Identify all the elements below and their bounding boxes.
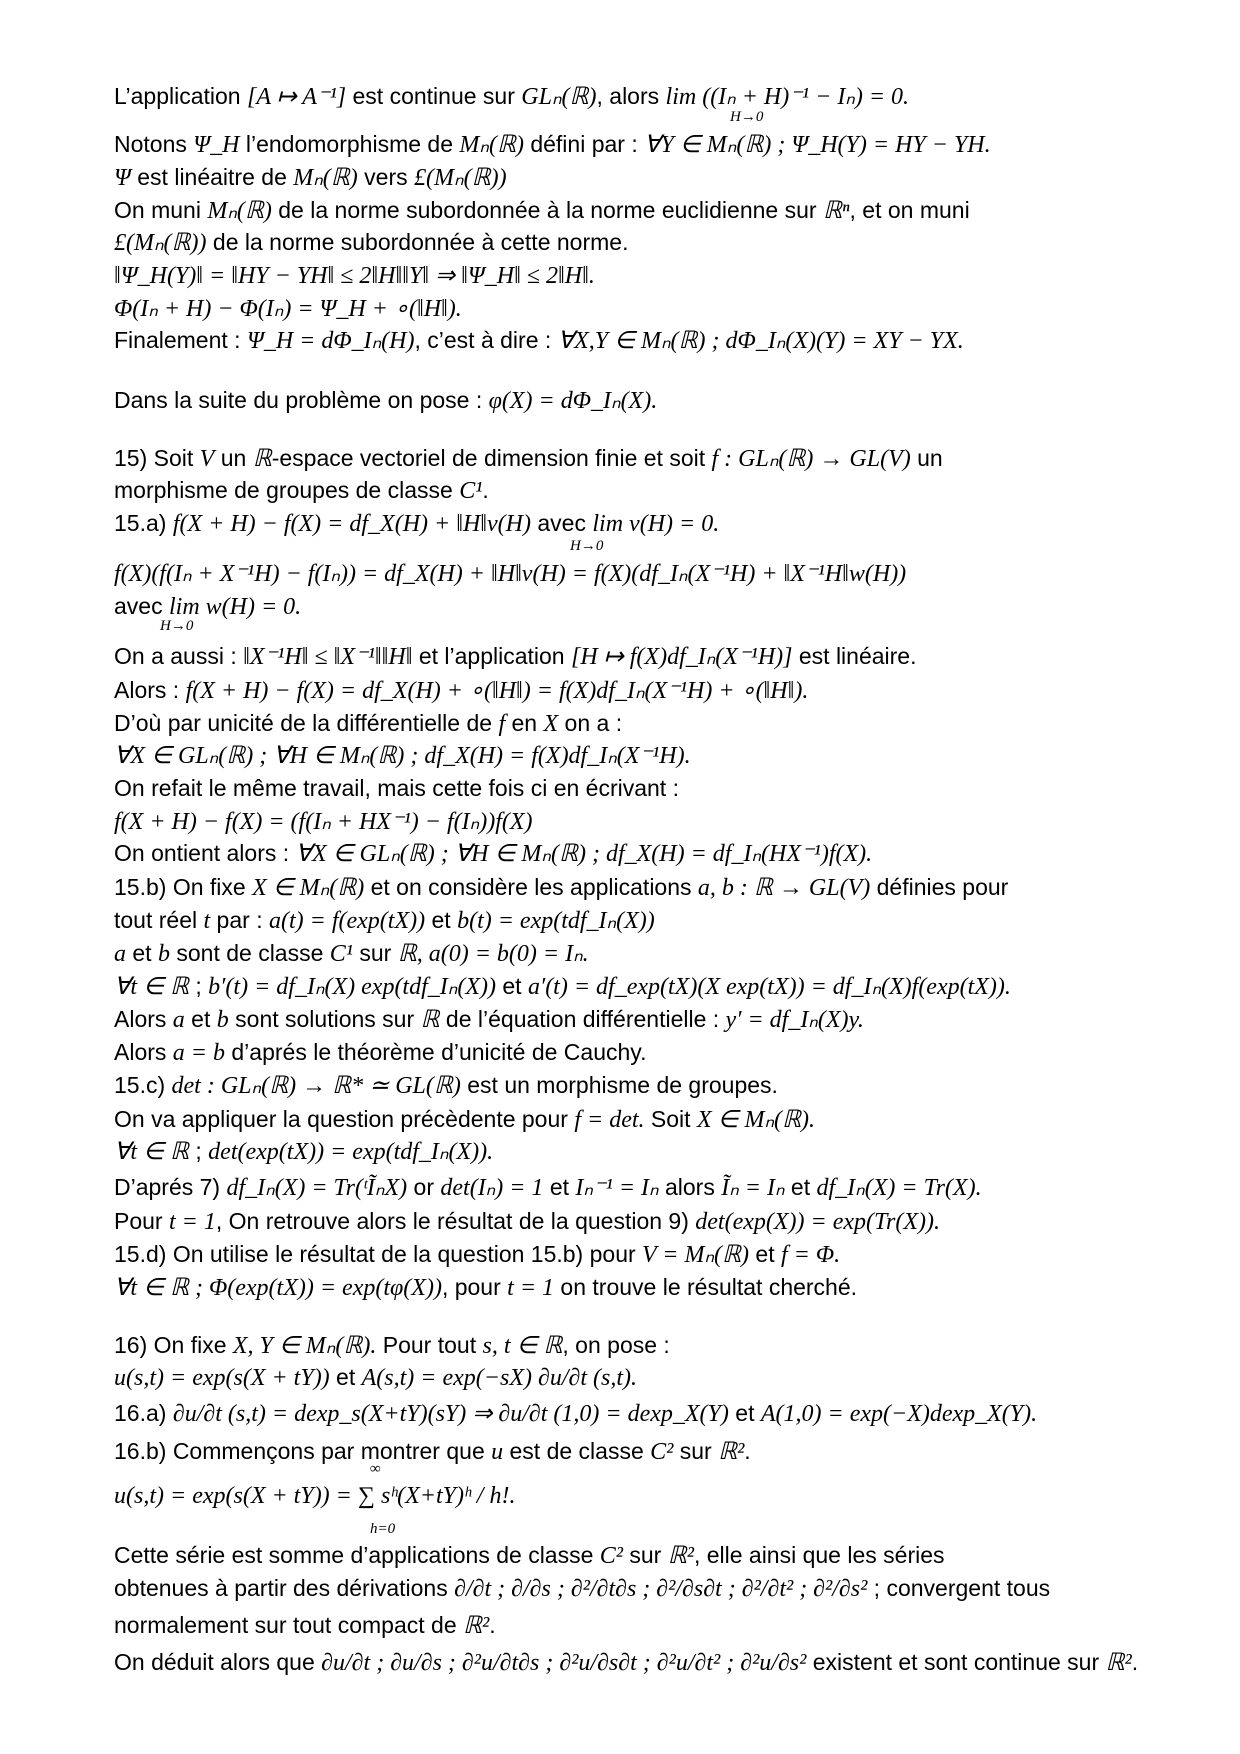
- math-expression: ∀X ∈ GLₙ(ℝ) ; ∀H ∈ Mₙ(ℝ) ; df_X(H) = df_Iₙ(HX⁻¹)f(X).: [295, 841, 873, 867]
- text-segment: Cette série est somme d’applications de classe: [114, 1542, 600, 1568]
- math-expression: H→0: [570, 538, 604, 554]
- text-segment: avec: [531, 510, 593, 536]
- math-expression: ℝ: [420, 1007, 440, 1033]
- text-segment: sur: [352, 940, 398, 966]
- text-segment: , c’est à dire :: [414, 327, 558, 353]
- math-expression: Φ(Iₙ + H) − Φ(Iₙ) = Ψ_H + ∘(‖H‖).: [114, 296, 462, 322]
- text-segment: est de classe: [503, 1438, 651, 1464]
- text-line: [114, 293, 462, 324]
- text-segment: 15.d) On utilise le résultat de la question 15.b) pour: [114, 1241, 643, 1267]
- math-expression: φ(X) = dΦ_Iₙ(X).: [488, 388, 658, 414]
- math-expression: ℝ²: [463, 1613, 490, 1639]
- text-segment: et: [543, 1174, 576, 1200]
- math-expression: h=0: [370, 1521, 396, 1537]
- math-expression: Mₙ(ℝ): [207, 198, 272, 224]
- math-expression: V = Mₙ(ℝ): [642, 1242, 750, 1268]
- text-segment: sur: [673, 1438, 719, 1464]
- text-segment: et on considère les applications: [364, 874, 698, 900]
- text-line: [114, 708, 622, 739]
- text-line: [114, 1573, 1050, 1604]
- math-expression: f(X)(f(Iₙ + X⁻¹H) − f(Iₙ)) = df_X(H) + ‖H‖v(H) = f(X)(df_Iₙ(X⁻¹H) + ‖X⁻¹H‖w(H)): [114, 561, 907, 587]
- text-line: [114, 838, 872, 869]
- text-line: [730, 108, 763, 125]
- math-expression: V: [199, 446, 215, 472]
- text-segment: sont solutions sur: [228, 1006, 421, 1032]
- text-line: [114, 1070, 778, 1101]
- math-expression: A(1,0) = exp(−X)dexp_X(Y).: [760, 1401, 1038, 1427]
- math-expression: f : GLₙ(ℝ) → GL(V): [711, 446, 911, 472]
- text-segment: de l’équation différentielle :: [439, 1006, 726, 1032]
- text-segment: l’endomorphisme de: [239, 131, 460, 157]
- math-expression: ∀X ∈ GLₙ(ℝ) ; ∀H ∈ Mₙ(ℝ) ; df_X(H) = f(X)df_Iₙ(X⁻¹H).: [114, 743, 691, 769]
- text-segment: on trouve le résultat cherché.: [554, 1274, 858, 1300]
- text-segment: avec: [114, 593, 169, 619]
- math-expression: Mₙ(ℝ): [293, 165, 358, 191]
- text-segment: , pour: [441, 1274, 508, 1300]
- math-expression: ℝ²: [1105, 1650, 1132, 1676]
- math-expression: Mₙ(ℝ): [459, 132, 524, 158]
- text-segment: L’application: [114, 83, 247, 109]
- text-line: [114, 227, 628, 258]
- text-segment: et: [126, 940, 158, 966]
- text-line: [114, 1104, 815, 1135]
- text-segment: Alors :: [114, 677, 186, 703]
- math-expression: X ∈ Mₙ(ℝ): [252, 875, 365, 901]
- text-line: [114, 641, 917, 672]
- math-expression: ∀t ∈ ℝ: [114, 974, 189, 1000]
- math-expression: X ∈ Mₙ(ℝ).: [696, 1107, 816, 1133]
- text-line: [114, 675, 808, 706]
- text-segment: Pour tout: [376, 1332, 483, 1358]
- text-line: [114, 1647, 1138, 1678]
- text-line: [114, 1436, 751, 1467]
- math-expression: ∂/∂t ; ∂/∂s ; ∂²/∂t∂s ; ∂²/∂s∂t ; ∂²/∂t² ; ∂²/∂s²: [454, 1576, 868, 1602]
- text-segment: est linéaitre de: [130, 164, 294, 190]
- math-expression: C²: [650, 1439, 674, 1465]
- text-segment: de la norme subordonnée à la norme euclidienne sur: [271, 197, 823, 223]
- text-segment: On refait le même travail, mais cette fois ci en écrivant :: [114, 775, 679, 801]
- math-expression: u: [491, 1439, 504, 1465]
- text-segment: , et on muni: [849, 197, 970, 223]
- math-expression: ℝ: [252, 446, 272, 472]
- text-line: [114, 475, 489, 506]
- text-line: [114, 162, 507, 193]
- text-segment: Soit: [644, 1106, 697, 1132]
- math-expression: X, Y ∈ Mₙ(ℝ).: [232, 1333, 377, 1359]
- math-expression: ∂u/∂t (s,t) = dexp_s(X+tY)(sY) ⇒ ∂u/∂t (1,0) = dexp_X(Y): [172, 1401, 729, 1427]
- math-expression: a(t) = f(exp(tX)): [268, 908, 426, 934]
- math-expression: ℝ²: [718, 1439, 745, 1465]
- text-segment: 15) Soit: [114, 445, 200, 471]
- text-segment: Pour: [114, 1208, 169, 1234]
- text-segment: Alors: [114, 1039, 173, 1065]
- text-segment: sont de classe: [169, 940, 330, 966]
- math-expression: a′(t) = df_exp(tX)(X exp(tX)) = df_Iₙ(X)f(exp(tX)).: [527, 974, 1011, 1000]
- text-segment: en: [505, 710, 544, 736]
- math-expression: f = Φ.: [780, 1242, 841, 1268]
- text-segment: , alors: [596, 83, 666, 109]
- math-expression: f: [498, 711, 506, 737]
- text-segment: On va appliquer la question précèdente pour: [114, 1106, 575, 1132]
- text-segment: morphisme de groupes de classe: [114, 477, 460, 503]
- text-segment: 16) On fixe: [114, 1332, 233, 1358]
- text-line: [114, 1136, 493, 1167]
- text-segment: -espace vectoriel de dimension finie et soit: [271, 445, 712, 471]
- text-segment: 16.b) Commençons par montrer que: [114, 1438, 492, 1464]
- text-segment: 15.c): [114, 1072, 172, 1098]
- text-segment: défini par :: [523, 131, 645, 157]
- math-expression: lim w(H) = 0.: [168, 594, 302, 620]
- text-line: [114, 1362, 637, 1393]
- text-segment: alors: [658, 1174, 722, 1200]
- math-expression: £(Mₙ(ℝ)): [414, 165, 507, 191]
- math-expression: lim v(H) = 0.: [592, 511, 720, 537]
- text-segment: un: [910, 445, 943, 471]
- text-line: [114, 591, 301, 622]
- math-expression: a: [114, 941, 126, 967]
- text-line: [114, 325, 964, 356]
- text-line: [114, 905, 655, 936]
- text-line: [114, 1330, 670, 1361]
- math-expression: Ψ_H = dΦ_Iₙ(H): [246, 328, 415, 354]
- math-expression: b: [216, 1007, 229, 1033]
- text-line: [114, 129, 991, 160]
- math-expression: ℝ²: [667, 1543, 694, 1569]
- math-expression: ∀t ∈ ℝ: [114, 1139, 189, 1165]
- text-segment: ;: [189, 1138, 209, 1164]
- text-segment: un: [214, 445, 253, 471]
- math-expression: t: [203, 908, 211, 934]
- math-expression: det(exp(tX)) = exp(tdf_Iₙ(X)).: [208, 1139, 494, 1165]
- text-segment: vers: [357, 164, 415, 190]
- math-expression: b(t) = exp(tdf_Iₙ(X)): [457, 908, 655, 934]
- text-line: [114, 558, 906, 589]
- text-segment: par :: [210, 907, 269, 933]
- text-segment: on a :: [558, 710, 623, 736]
- text-line: [114, 971, 1011, 1002]
- math-expression: b′(t) = df_Iₙ(X) exp(tdf_Iₙ(X)): [208, 974, 496, 1000]
- math-expression: df_Iₙ(X) = Tr(ᵗĨₙX): [226, 1175, 408, 1201]
- text-segment: et l’application: [412, 643, 571, 669]
- text-segment: est continue sur: [346, 83, 522, 109]
- math-expression: f = det.: [574, 1107, 645, 1133]
- text-segment: et: [749, 1241, 781, 1267]
- text-segment: .: [1131, 1649, 1139, 1675]
- math-expression: t = 1: [507, 1275, 555, 1301]
- math-expression: det(exp(X)) = exp(Tr(X)).: [695, 1209, 941, 1235]
- math-expression: a = b: [172, 1040, 225, 1066]
- math-expression: [A ↦ A⁻¹]: [247, 84, 347, 110]
- math-expression: H→0: [730, 109, 764, 125]
- math-expression: H→0: [160, 618, 194, 634]
- text-line: [160, 617, 193, 634]
- math-expression: df_Iₙ(X) = Tr(X).: [816, 1175, 982, 1201]
- text-segment: sur: [623, 1542, 668, 1568]
- math-expression: ∂u/∂t ; ∂u/∂s ; ∂²u/∂t∂s ; ∂²u/∂s∂t ; ∂²u/∂t² ; ∂²u/∂s²: [321, 1650, 807, 1676]
- math-expression: A(s,t) = exp(−sX) ∂u/∂t (s,t).: [361, 1365, 638, 1391]
- text-segment: .: [482, 477, 489, 503]
- text-segment: tout réel: [114, 907, 204, 933]
- text-segment: D’où par unicité de la différentielle de: [114, 710, 499, 736]
- text-segment: On déduit alors que: [114, 1649, 322, 1675]
- text-segment: et: [425, 907, 458, 933]
- text-segment: On muni: [114, 197, 208, 223]
- math-expression: ∀Y ∈ Mₙ(ℝ) ; Ψ_H(Y) = HY − YH.: [644, 132, 991, 158]
- text-segment: Alors: [114, 1006, 173, 1032]
- math-expression: C¹: [329, 941, 353, 967]
- math-expression: ℝⁿ: [822, 198, 850, 224]
- text-line: [370, 1520, 395, 1537]
- text-line: [114, 508, 719, 539]
- math-expression: det(Iₙ) = 1: [440, 1175, 544, 1201]
- text-segment: Dans la suite du problème on pose :: [114, 387, 489, 413]
- text-segment: , elle ainsi que les séries: [693, 1542, 945, 1568]
- math-expression: f(X + H) − f(X) = df_X(H) + ∘(‖H‖) = f(X)df_Iₙ(X⁻¹H) + ∘(‖H‖).: [185, 678, 809, 704]
- text-segment: d’aprés le théorème d’unicité de Cauchy.: [225, 1039, 647, 1065]
- math-expression: C²: [599, 1543, 623, 1569]
- text-line: [114, 740, 691, 771]
- text-line: [114, 385, 657, 416]
- text-line: [114, 260, 595, 291]
- text-segment: On a aussi :: [114, 643, 244, 669]
- text-segment: or: [407, 1174, 441, 1200]
- text-line: [114, 81, 909, 112]
- text-segment: ; convergent tous: [867, 1575, 1051, 1601]
- text-line: [114, 1206, 940, 1237]
- text-line: [114, 1004, 864, 1035]
- math-expression: Ψ: [114, 165, 131, 191]
- text-segment: .: [744, 1438, 751, 1464]
- text-segment: et: [329, 1364, 362, 1390]
- text-segment: est linéaire.: [792, 643, 917, 669]
- math-expression: ‖Ψ_H(Y)‖ = ‖HY − YH‖ ≤ 2‖H‖‖Y‖ ⇒ ‖Ψ_H‖ ≤ 2‖H‖.: [114, 263, 595, 289]
- text-segment: et: [728, 1400, 761, 1426]
- text-line: [114, 1239, 840, 1270]
- text-segment: .: [489, 1612, 496, 1638]
- text-segment: ;: [189, 973, 209, 999]
- text-line: [114, 1272, 857, 1303]
- text-segment: 15.b) On fixe: [114, 874, 253, 900]
- math-expression: ∀X,Y ∈ Mₙ(ℝ) ; dΦ_Iₙ(X)(Y) = XY − YX.: [557, 328, 964, 354]
- math-expression: f(X + H) − f(X) = (f(Iₙ + HX⁻¹) − f(Iₙ))f(X): [114, 809, 533, 835]
- text-segment: , on pose :: [562, 1332, 670, 1358]
- text-segment: 15.a): [114, 510, 173, 536]
- text-segment: de la norme subordonnée à cette norme.: [206, 229, 629, 255]
- math-expression: det : GLₙ(ℝ) → ℝ* ≃ GL(ℝ): [171, 1073, 461, 1099]
- math-expression: £(Mₙ(ℝ)): [114, 230, 207, 256]
- text-segment: et: [495, 973, 528, 999]
- math-expression: u(s,t) = exp(s(X + tY)) = ∑ sʰ(X+tY)ʰ / h!.: [114, 1483, 516, 1509]
- math-expression: f(X + H) − f(X) = df_X(H) + ‖H‖v(H): [172, 511, 531, 537]
- math-expression: ∞: [370, 1461, 381, 1477]
- text-segment: D’aprés 7): [114, 1174, 227, 1200]
- text-line: [370, 1460, 381, 1477]
- text-line: [114, 1172, 982, 1203]
- math-expression: b: [157, 941, 170, 967]
- math-expression: a, b : ℝ → GL(V): [697, 875, 871, 901]
- text-line: [114, 1398, 1037, 1429]
- text-line: [114, 443, 943, 474]
- text-line: [114, 1540, 945, 1571]
- text-segment: normalement sur tout compact de: [114, 1612, 463, 1638]
- math-expression: Ψ_H: [193, 132, 240, 158]
- text-line: [114, 1610, 496, 1641]
- text-line: [570, 537, 603, 554]
- text-segment: On ontient alors :: [114, 840, 296, 866]
- math-expression: y′ = df_Iₙ(X)y.: [725, 1007, 864, 1033]
- text-segment: obtenues à partir des dérivations: [114, 1575, 455, 1601]
- text-segment: 16.a): [114, 1400, 173, 1426]
- math-expression: GLₙ(ℝ): [521, 84, 597, 110]
- text-line: [114, 195, 970, 226]
- math-expression: Iₙ⁻¹ = Iₙ: [575, 1175, 659, 1201]
- math-expression: lim ((Iₙ + H)⁻¹ − Iₙ) = 0.: [665, 84, 910, 110]
- text-line: [114, 1480, 515, 1511]
- text-line: [114, 1037, 646, 1068]
- math-expression: X: [543, 711, 559, 737]
- math-expression: ℝ, a(0) = b(0) = Iₙ.: [397, 941, 589, 967]
- math-expression: u(s,t) = exp(s(X + tY)): [114, 1365, 330, 1391]
- text-segment: définies pour: [870, 874, 1009, 900]
- text-segment: existent et sont continue sur: [806, 1649, 1106, 1675]
- text-line: [114, 938, 589, 969]
- math-expression: s, t ∈ ℝ: [482, 1333, 563, 1359]
- math-expression: a: [172, 1007, 185, 1033]
- math-expression: Ĩₙ = Iₙ: [721, 1175, 785, 1201]
- text-line: [114, 806, 533, 837]
- text-line: [114, 773, 679, 803]
- text-line: [114, 872, 1008, 903]
- text-segment: Notons: [114, 131, 194, 157]
- text-segment: et: [784, 1174, 817, 1200]
- math-expression: C¹: [459, 478, 483, 504]
- math-expression: ∀t ∈ ℝ ; Φ(exp(tX)) = exp(tφ(X)): [114, 1275, 442, 1301]
- math-expression: ‖X⁻¹H‖ ≤ ‖X⁻¹‖‖H‖: [243, 644, 413, 670]
- math-expression: t = 1: [168, 1209, 216, 1235]
- text-segment: est un morphisme de groupes.: [460, 1072, 778, 1098]
- text-segment: et: [184, 1006, 217, 1032]
- text-segment: Finalement :: [114, 327, 247, 353]
- math-expression: [H ↦ f(X)df_Iₙ(X⁻¹H)]: [570, 644, 793, 670]
- text-segment: , On retrouve alors le résultat de la question 9): [215, 1208, 696, 1234]
